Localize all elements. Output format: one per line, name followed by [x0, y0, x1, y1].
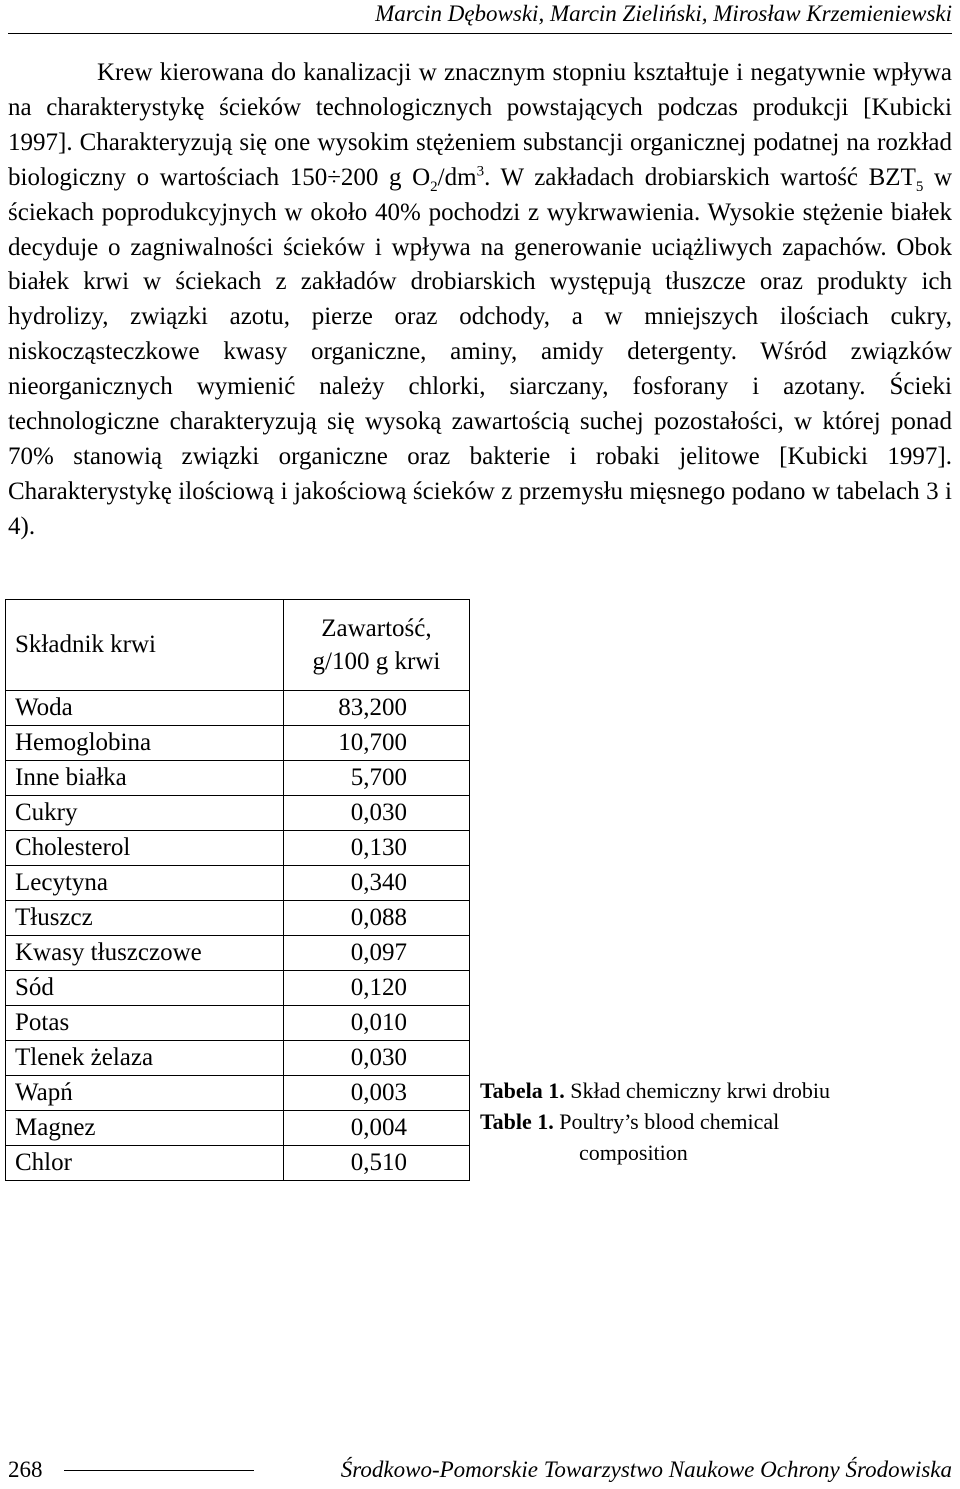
row-component: Hemoglobina	[6, 726, 284, 761]
row-value: 0,120	[283, 971, 469, 1006]
table-header-row	[6, 600, 470, 691]
row-value: 5,700	[283, 761, 469, 796]
table-row	[6, 1111, 470, 1146]
table-row	[6, 1041, 470, 1076]
table-row	[6, 1006, 470, 1041]
table-body	[6, 691, 470, 1181]
subscript-2: 2	[430, 178, 438, 195]
row-value: 10,700	[283, 726, 469, 761]
row-component: Cholesterol	[6, 831, 284, 866]
page-number: 268	[8, 1457, 43, 1482]
row-component: Wapń	[6, 1076, 284, 1111]
header-content	[283, 600, 469, 691]
caption-english-text: Poultry’s blood chemical	[559, 1109, 780, 1134]
table-row	[6, 901, 470, 936]
table-row	[6, 1076, 470, 1111]
header-content-line2: g/100 g krwi	[312, 648, 441, 675]
row-value: 0,004	[283, 1111, 469, 1146]
row-component: Inne białka	[6, 761, 284, 796]
caption-polish-label: Tabela 1.	[480, 1078, 565, 1103]
header-component-label: Składnik krwi	[15, 631, 156, 658]
row-component: Lecytyna	[6, 866, 284, 901]
row-value: 0,097	[283, 936, 469, 971]
row-component: Woda	[6, 691, 284, 726]
header-authors: Marcin Dębowski, Marcin Zieliński, Mirosław Krzemieniewski	[375, 1, 952, 26]
row-value: 0,088	[283, 901, 469, 936]
body-paragraph	[8, 56, 952, 545]
table-row	[6, 1146, 470, 1181]
paragraph-text-d: w ściekach poprodukcyjnych w około 40% pochodzi z wykrwawienia. Wysokie stężenie białek decyduje o zagniwalności ścieków i wpływa na generowanie uciążliwych zapachów. Obok białek krwi w ściekach z zakładów drobiarskich występują tłuszcze oraz produkty ich hydrolizy, związki azotu, pierze oraz odchody, a w mniejszych ilościach cukry, niskocząsteczkowe kwasy organiczne, aminy, amidy detergenty. Wśród związków nieorganicznych wymienić należy chlorki, siarczany, fosforany i azotany. Ścieki technologiczne charakteryzują się wysoką zawartością suchej pozostałości, w której ponad 70% stanowią związki organiczne oraz bakterie i robaki jelitowe [Kubicki 1997]. Charakterystykę ilościową i jakościową ścieków z przemysłu mięsnego podano w tabelach 3 i 4).	[8, 163, 952, 540]
paragraph-text-c: . W zakładach drobiarskich wartość BZT	[484, 163, 916, 191]
row-component: Tlenek żelaza	[6, 1041, 284, 1076]
row-component: Potas	[6, 1006, 284, 1041]
table-row	[6, 866, 470, 901]
table-row	[6, 971, 470, 1006]
footer-rule	[64, 1470, 254, 1471]
row-value: 0,030	[283, 1041, 469, 1076]
paragraph-text-a: Krew kierowana do kanalizacji w znacznym stopniu kształtuje i negatywnie wpływa na charakterystykę ścieków technologicznych powstających podczas produkcji [Kubicki 1997]. Charakteryzują się one wysokim stężeniem substancji organicznej podatnej na rozkład biologiczny o wartościach 150÷200 g O	[8, 59, 952, 191]
caption-english-text-continued: composition	[579, 1140, 688, 1165]
header-component	[6, 600, 284, 691]
table-row	[6, 691, 470, 726]
paragraph-text-b: /dm	[437, 163, 477, 191]
row-value: 0,030	[283, 796, 469, 831]
blood-composition-table	[5, 599, 470, 1181]
row-component: Sód	[6, 971, 284, 1006]
table-row	[6, 796, 470, 831]
subscript-5: 5	[915, 178, 924, 195]
row-component: Chlor	[6, 1146, 284, 1181]
row-value: 83,200	[283, 691, 469, 726]
header-content-line1: Zawartość,	[321, 615, 432, 642]
row-value: 0,010	[283, 1006, 469, 1041]
row-value: 0,003	[283, 1076, 469, 1111]
row-component: Kwasy tłuszczowe	[6, 936, 284, 971]
table-row	[6, 726, 470, 761]
row-value: 0,130	[283, 831, 469, 866]
superscript-3: 3	[476, 163, 485, 180]
caption-english	[480, 1106, 940, 1137]
caption-english-label: Table 1.	[480, 1109, 554, 1134]
row-component: Tłuszcz	[6, 901, 284, 936]
row-value: 0,340	[283, 866, 469, 901]
running-header	[8, 0, 952, 34]
table-caption	[480, 1075, 940, 1168]
journal-name: Środkowo-Pomorskie Towarzystwo Naukowe Ochrony Środowiska	[340, 1457, 952, 1482]
caption-polish	[480, 1075, 940, 1106]
row-component: Cukry	[6, 796, 284, 831]
row-component: Magnez	[6, 1111, 284, 1146]
caption-polish-text: Skład chemiczny krwi drobiu	[570, 1078, 830, 1103]
paragraph-1	[8, 56, 952, 545]
row-value: 0,510	[283, 1146, 469, 1181]
table-row	[6, 936, 470, 971]
table-row	[6, 831, 470, 866]
running-footer	[8, 1457, 952, 1487]
table-row	[6, 761, 470, 796]
